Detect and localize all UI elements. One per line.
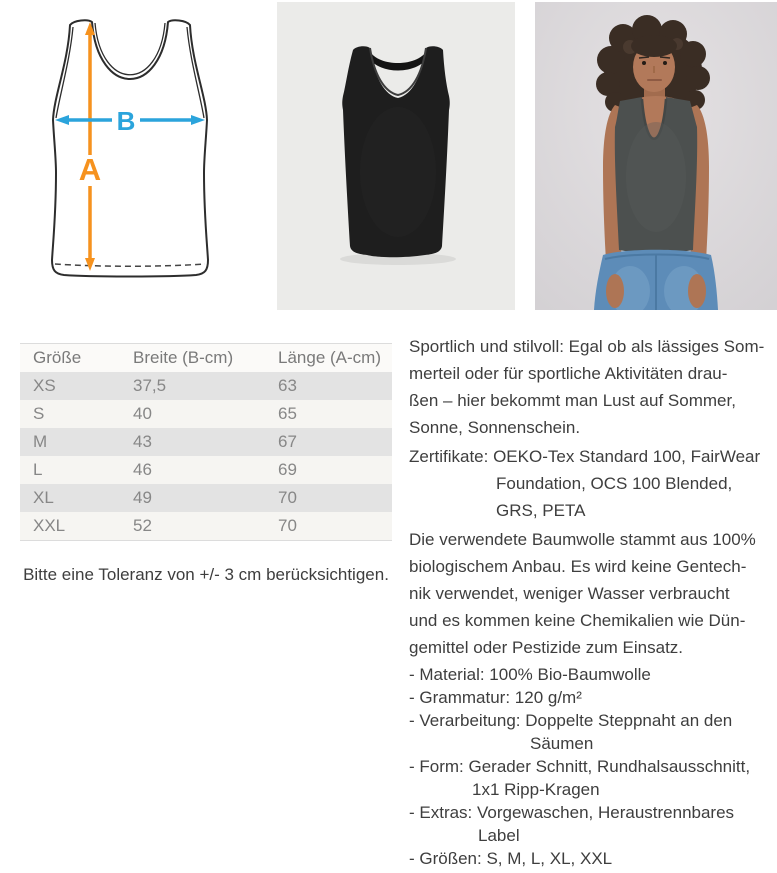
description-line: Zertifikate: OEKO-Tex Standard 100, FairWear: [409, 447, 761, 466]
certificates-paragraph: [409, 443, 777, 524]
size-diagram: [40, 8, 220, 288]
width-label-b: B: [116, 106, 136, 136]
cotton-paragraph: [409, 526, 777, 661]
table-row: [20, 428, 392, 456]
size-table: [20, 343, 392, 541]
tolerance-note: Bitte eine Toleranz von +/- 3 cm berücksichtigen.: [23, 565, 389, 584]
length-label-a: A: [78, 152, 102, 187]
length-cell: 69: [278, 460, 297, 479]
product-flat-photo: [277, 2, 515, 310]
width-cell: 37,5: [133, 376, 167, 395]
size-table-header: [20, 344, 392, 372]
tank-outline-drawing: [52, 20, 208, 276]
table-row: [20, 400, 392, 428]
detail-item: - Größen: S, M, L, XL, XXL: [409, 849, 613, 868]
column-header-size: Größe: [33, 348, 82, 367]
detail-item-continuation: Label: [478, 826, 520, 845]
width-cell: 43: [133, 432, 152, 451]
detail-item: - Material: 100% Bio-Baumwolle: [409, 665, 651, 684]
detail-item: - Grammatur: 120 g/m²: [409, 688, 582, 707]
length-cell: 67: [278, 432, 297, 451]
table-row: [20, 484, 392, 512]
size-cell: XXL: [33, 516, 66, 535]
width-cell: 52: [133, 516, 152, 535]
size-cell: L: [33, 460, 43, 479]
length-cell: 63: [278, 376, 297, 395]
model-illustration: [594, 15, 718, 310]
product-model-photo: [535, 2, 777, 310]
size-cell: XS: [33, 376, 56, 395]
description-line: Die verwendete Baumwolle stammt aus 100%: [409, 530, 756, 549]
width-cell: 46: [133, 460, 152, 479]
description-line: nik verwendet, weniger Wasser verbraucht: [409, 584, 730, 603]
description-line: gemittel oder Pestizide zum Einsatz.: [409, 638, 684, 657]
size-cell: M: [33, 432, 48, 451]
size-cell: XL: [33, 488, 54, 507]
description-line: Sonne, Sonnenschein.: [409, 418, 581, 437]
column-header-width: Breite (B-cm): [133, 348, 234, 367]
size-cell: S: [33, 404, 45, 423]
description-line: Foundation, OCS 100 Blended,: [496, 474, 733, 493]
details-list: [409, 663, 777, 870]
product-description: [409, 333, 777, 870]
description-line: merteil oder für sportliche Aktivitäten drau-: [409, 364, 728, 383]
detail-item: - Form: Gerader Schnitt, Rundhalsausschnitt,: [409, 757, 751, 776]
length-cell: 65: [278, 404, 297, 423]
description-line: und es kommen keine Chemikalien wie Dün-: [409, 611, 746, 630]
column-header-length: Länge (A-cm): [278, 348, 381, 367]
description-line: Sportlich und stilvoll: Egal ob als lässiges Som-: [409, 337, 765, 356]
table-row: [20, 372, 392, 400]
width-cell: 49: [133, 488, 152, 507]
length-cell: 70: [278, 488, 297, 507]
width-cell: 40: [133, 404, 152, 423]
table-row: [20, 456, 392, 484]
table-row: [20, 512, 392, 540]
description-line: GRS, PETA: [496, 501, 586, 520]
description-line: biologischem Anbau. Es wird keine Gentech-: [409, 557, 747, 576]
detail-item-continuation: 1x1 Ripp-Kragen: [472, 780, 600, 799]
detail-item: - Extras: Vorgewaschen, Heraustrennbares: [409, 803, 735, 822]
length-cell: 70: [278, 516, 297, 535]
detail-item-continuation: Säumen: [530, 734, 594, 753]
description-line: ßen – hier bekommt man Lust auf Sommer,: [409, 391, 736, 410]
detail-item: - Verarbeitung: Doppelte Steppnaht an den: [409, 711, 733, 730]
intro-paragraph: [409, 333, 777, 441]
